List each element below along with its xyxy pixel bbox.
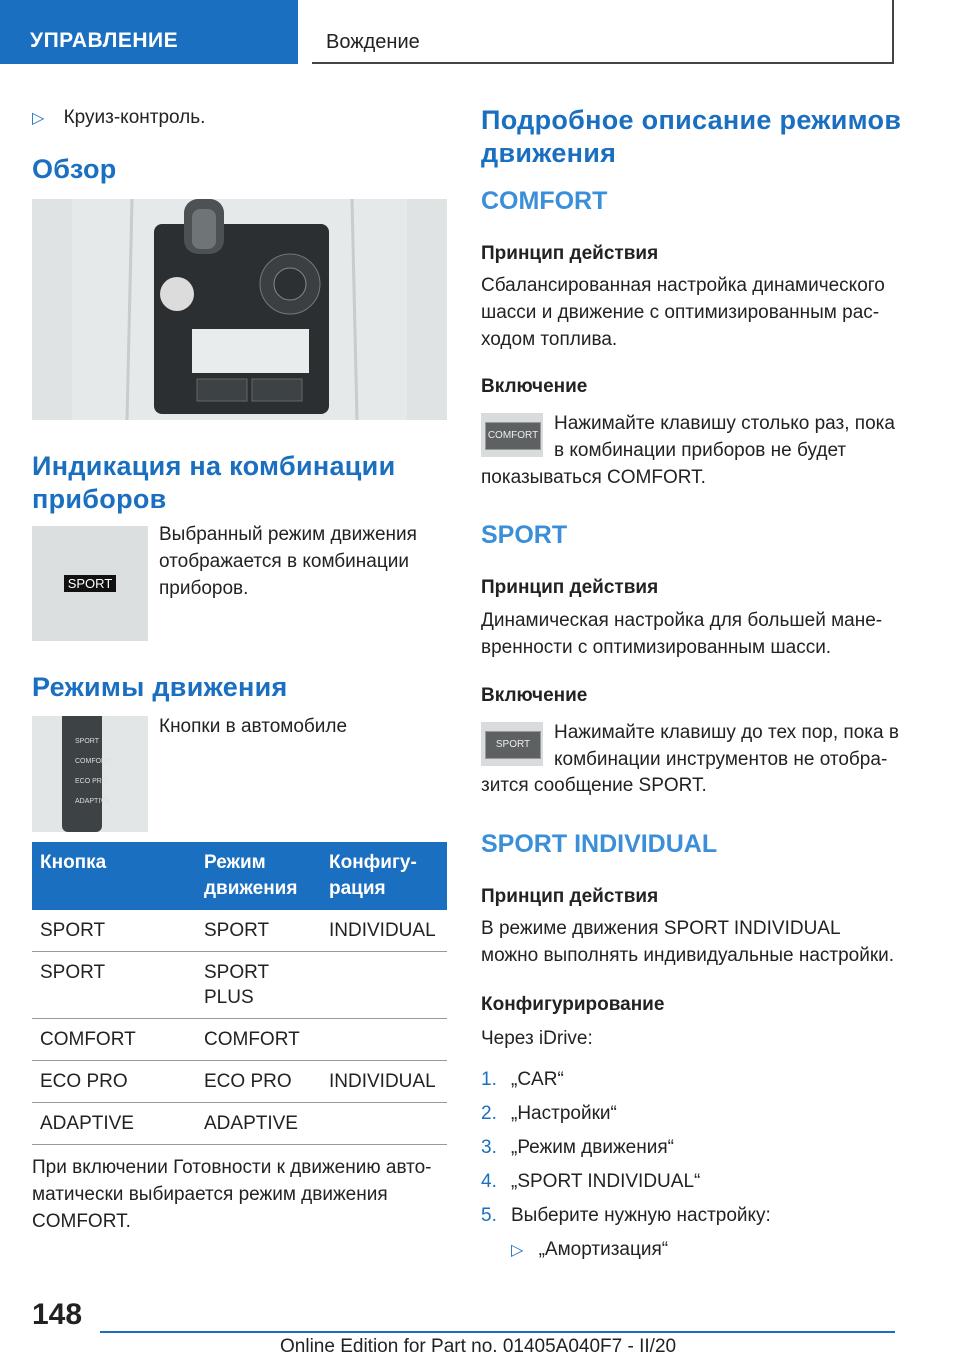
table-row: ADAPTIVE ADAPTIVE: [32, 1103, 447, 1145]
list-subitem: ▷ „Амортизация“: [511, 1239, 669, 1260]
edition-note: Online Edition for Part no. 01405A040F7 - II/20: [280, 1336, 677, 1357]
footer-rule: [100, 1331, 895, 1333]
individual-principle-text: В режиме движения SPORT INDIVIDUAL можно выполнять индивидуальные настройки.: [481, 918, 895, 966]
triangle-bullet-icon: ▷: [511, 1242, 524, 1259]
table-row: SPORT SPORT INDIVIDUAL: [32, 910, 447, 952]
sport-principle-text: Динамическая настройка для большей мане- вренности с оптимизированным шасси.: [481, 610, 883, 658]
list-item: 1. „CAR“: [481, 1069, 564, 1090]
comfort-principle-title: Принцип действия: [481, 243, 659, 264]
mode-buttons-image: SPORT COMFORT ECO PRO ADAPTIVE: [32, 716, 148, 832]
table-row: COMFORT COMFORT: [32, 1019, 447, 1061]
modes-heading: Режимы движения: [32, 672, 288, 702]
col-header-config: Конфигу- рация: [321, 842, 447, 910]
col-header-mode: Режим движения: [196, 842, 321, 910]
individual-heading: SPORT INDIVIDUAL: [481, 830, 718, 858]
individual-via: Через iDrive:: [481, 1028, 593, 1049]
section-title: УПРАВЛЕНИЕ: [30, 29, 179, 52]
list-item: 4. „SPORT INDIVIDUAL“: [481, 1171, 701, 1192]
table-row: ECO PRO ECO PRO INDIVIDUAL: [32, 1061, 447, 1103]
list-item: 5. Выберите нужную настройку:: [481, 1205, 771, 1226]
comfort-enable-title: Включение: [481, 376, 588, 397]
table-row: SPORT SPORT PLUS: [32, 952, 447, 1019]
overview-heading: Обзор: [32, 154, 117, 184]
sport-heading: SPORT: [481, 521, 568, 549]
comfort-button-image: [481, 413, 543, 457]
sport-principle-title: Принцип действия: [481, 577, 659, 598]
comfort-enable-text-a: Нажимайте клавишу столько раз, пока в комбинации приборов не будет: [554, 413, 895, 461]
comfort-heading: COMFORT: [481, 187, 608, 215]
after-table-text: При включении Готовности к движению авто- матически выбирается режим движения COMFORT.: [32, 1157, 432, 1232]
cluster-sport-label: SPORT: [64, 575, 116, 592]
individual-principle-title: Принцип действия: [481, 886, 659, 907]
section-tab: [0, 0, 298, 64]
page-number: 148: [32, 1298, 83, 1331]
modes-table: [32, 842, 447, 1145]
sport-button-label: SPORT: [485, 731, 541, 759]
sport-button-image: [481, 722, 543, 766]
config-steps-list: [481, 1063, 771, 1268]
sport-enable-text-a: Нажимайте клавишу до тех пор, пока в комбинации инструментов не отобра-: [554, 722, 899, 770]
chapter-tab: [312, 0, 894, 64]
sport-enable-text-b: зится сообщение SPORT.: [481, 775, 707, 796]
detail-heading: Подробное описание режимов движения: [481, 105, 902, 168]
list-item: 3. „Режим движения“: [481, 1137, 674, 1158]
individual-config-title: Конфигурирование: [481, 994, 665, 1015]
list-item: 2. „Настройки“: [481, 1103, 617, 1124]
comfort-principle-text: Сбалансированная настройка динамического шасси и движение с оптимизированным рас- ходом топлива.: [481, 275, 885, 350]
comfort-enable-text-b: показываться COMFORT.: [481, 467, 706, 488]
table-header-row: [32, 842, 447, 910]
col-header-button: Кнопка: [32, 842, 196, 910]
triangle-bullet-icon: ▷: [32, 110, 45, 127]
cruise-bullet: ▷ Круиз-контроль.: [32, 107, 206, 128]
cluster-text: Выбранный режим движения отображается в комбинации приборов.: [159, 524, 417, 599]
cluster-heading: Индикация на комбинации приборов: [32, 451, 396, 514]
modes-text: Кнопки в автомобиле: [159, 716, 348, 737]
sport-enable-title: Включение: [481, 685, 588, 706]
comfort-button-label: COMFORT: [485, 422, 541, 450]
chapter-title: Вождение: [326, 31, 420, 53]
cluster-display-image: [32, 526, 148, 641]
console-image: [32, 199, 447, 420]
